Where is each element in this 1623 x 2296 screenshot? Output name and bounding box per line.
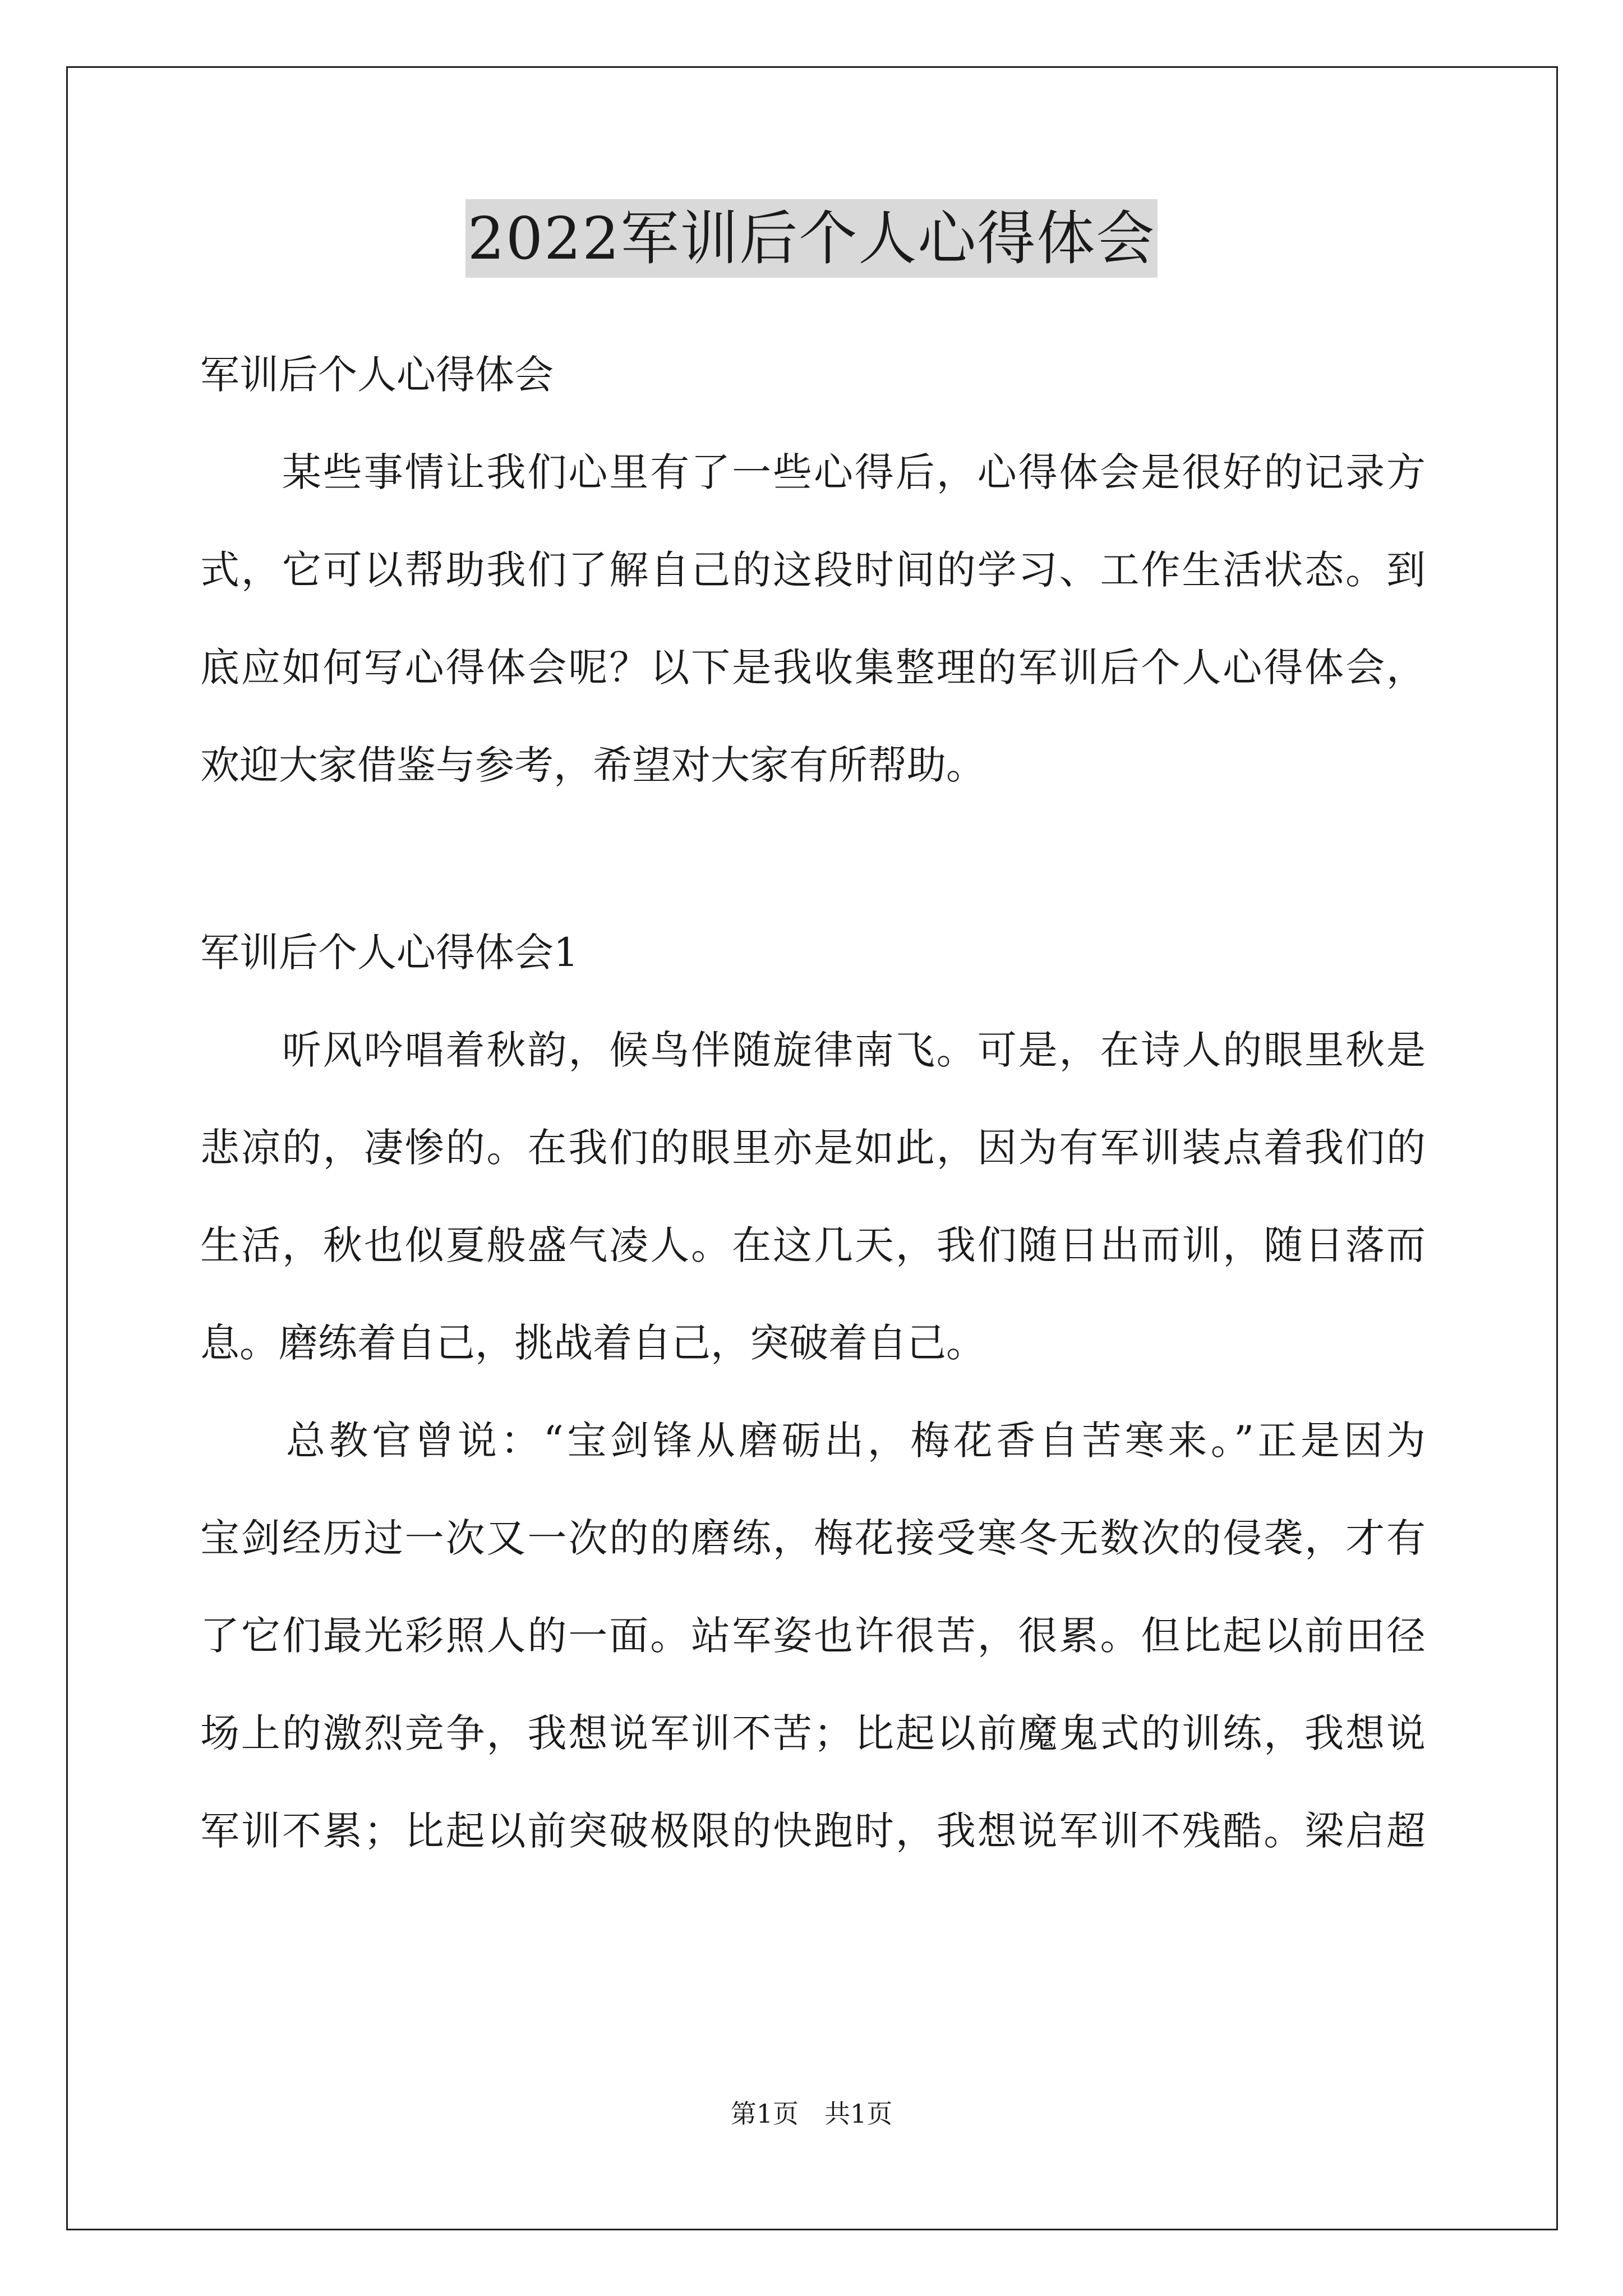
paragraph-line: 宝剑经历过一次又一次的的磨练，梅花接受寒冬无数次的侵袭，才有 — [200, 1515, 1426, 1561]
title-wrapper — [0, 199, 1623, 278]
section-heading: 军训后个人心得体会1 — [200, 930, 579, 976]
document-title: 2022军训后个人心得体会 — [465, 199, 1158, 278]
intro-paragraph — [200, 445, 1426, 792]
section-gap — [200, 792, 1426, 926]
intro-line: 式，它可以帮助我们了解自己的这段时间的学习、工作生活状态。到 — [200, 547, 1426, 593]
line-gap — [200, 597, 1426, 641]
line-gap — [200, 1760, 1426, 1804]
paragraph-line: 总教官曾说：“宝剑锋从磨砺出，梅花香自苦寒来。”正是因为 — [200, 1418, 1426, 1464]
spacer — [200, 979, 1426, 1023]
spacer — [200, 402, 1426, 445]
line-gap — [200, 1663, 1426, 1706]
line-gap — [200, 694, 1426, 738]
line-gap — [200, 1565, 1426, 1609]
paragraph-line: 军训不累；比起以前突破极限的快跑时，我想说军训不残酷。梁启超 — [200, 1808, 1426, 1854]
line-gap — [200, 499, 1426, 543]
line-gap — [200, 1175, 1426, 1218]
body-paragraph-2 — [200, 1414, 1426, 1858]
paragraph-line: 息。磨练着自己，挑战着自己，突破着自己。 — [200, 1320, 985, 1366]
line-gap — [200, 1077, 1426, 1121]
body-paragraph-1 — [200, 1023, 1426, 1370]
line-gap — [200, 1272, 1426, 1316]
intro-line: 某些事情让我们心里有了一些心得后，心得体会是很好的记录方 — [200, 449, 1426, 495]
paragraph-line: 听风吟唱着秋韵，候鸟伴随旋律南飞。可是，在诗人的眼里秋是 — [200, 1027, 1426, 1073]
document-subtitle: 军训后个人心得体会 — [200, 352, 554, 398]
document-body — [200, 348, 1426, 1858]
paragraph-line: 生活，秋也似夏般盛气凌人。在这几天，我们随日出而训，随日落而 — [200, 1222, 1426, 1268]
spacer — [200, 1370, 1426, 1414]
paragraph-line: 悲凉的，凄惨的。在我们的眼里亦是如此，因为有军训装点着我们的 — [200, 1125, 1426, 1171]
paragraph-line: 了它们最光彩照人的一面。站军姿也许很苦，很累。但比起以前田径 — [200, 1613, 1426, 1659]
page-footer: 第1页 共1页 — [730, 2099, 893, 2129]
intro-line: 底应如何写心得体会呢？以下是我收集整理的军训后个人心得体会， — [200, 645, 1426, 691]
line-gap — [200, 1467, 1426, 1511]
intro-line: 欢迎大家借鉴与参考，希望对大家有所帮助。 — [200, 742, 985, 788]
paragraph-line: 场上的激烈竞争，我想说军训不苦；比起以前魔鬼式的训练，我想说 — [200, 1710, 1426, 1756]
